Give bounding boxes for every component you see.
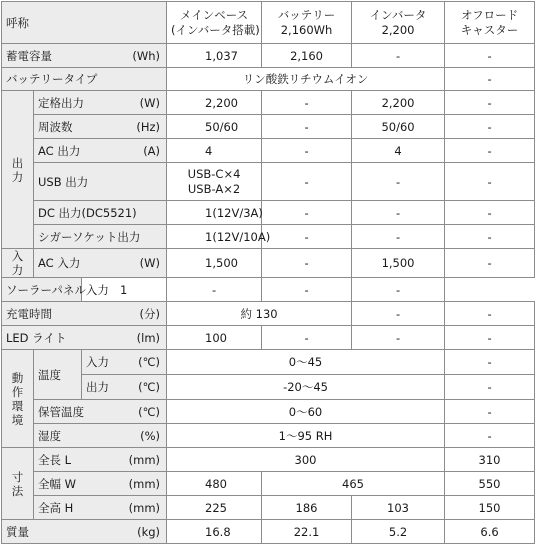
cell-value: - [352,44,445,68]
table-row [2,496,535,520]
row-label-capacity: 蓄電容量 (Wh) [2,44,167,68]
cell-value: - [445,201,535,225]
cell-value: 300 [167,448,445,472]
cell-value: - [445,424,535,448]
table-row [2,68,535,91]
cell-value: 1,500 [167,249,262,278]
cell-value: - [445,163,535,201]
cell-value: 4 [167,139,262,163]
cell-value: - [445,326,535,350]
table-row [2,302,535,326]
cell-value: 1,500 [352,249,445,278]
table-row [2,249,535,278]
table-row [2,91,535,115]
cell-value: 0〜45 [167,350,445,375]
cell-value: - [445,44,535,68]
cell-value: -20〜45 [167,375,445,400]
row-label-usb-output: USB 出力 [34,163,167,201]
cell-value: 2,200 [167,91,262,115]
cell-value: - [445,302,535,326]
row-label-ac-output: AC 出力 (A) [34,139,167,163]
cell-value: 22.1 [262,520,352,544]
cell-value: - [262,163,352,201]
header-row [2,2,535,44]
table-row [2,139,535,163]
cell-value: 103 [352,496,445,520]
row-label-storage-temp: 保管温度 (℃) [34,400,167,424]
row-sublabel-temp-in: 入力 (℃) [82,350,167,375]
group-environment: 動 作 環 境 [2,350,34,448]
row-label-solar-input: ソーラーパネル入力 [2,278,82,302]
table-row [2,472,535,496]
row-label-rated-output: 定格出力 (W) [34,91,167,115]
cell-value: 465 [262,472,445,496]
cell-value: - [262,249,352,278]
table-row [2,375,535,400]
row-label-ac-input: AC 入力 (W) [34,249,167,278]
cell-value: 2,200 [352,91,445,115]
table-row [2,44,535,68]
cell-value-usb: USB-C×4 USB-A×2 [167,163,262,201]
cell-value: - [352,326,445,350]
cell-value: - [262,139,352,163]
row-label-charge-time: 充電時間 (分) [2,302,167,326]
table-row [2,448,535,472]
cell-value: - [262,278,352,302]
group-output: 出 力 [2,91,34,249]
cell-value: 1,037 [167,44,262,68]
cell-value: - [262,225,352,249]
cell-value: 550 [445,472,535,496]
cell-value: - [167,278,262,302]
cell-value: 310 [445,448,535,472]
row-label-temperature: 温度 [34,350,82,400]
header-battery: バッテリー 2,160Wh [262,2,352,44]
cell-value: - [262,115,352,139]
row-label-height: 全高 H (mm) [34,496,167,520]
table-row [2,278,535,302]
cell-value: 16.8 [167,520,262,544]
row-label-humidity: 湿度 (%) [34,424,167,448]
group-dimensions: 寸 法 [2,448,34,520]
row-sublabel-temp-out: 出力 (℃) [82,375,167,400]
cell-value: 5.2 [352,520,445,544]
header-caster: オフロード キャスター [445,2,535,44]
cell-value: - [445,375,535,400]
table-row [2,520,535,544]
cell-value: - [352,225,445,249]
cell-value: 100 [167,326,262,350]
row-label-frequency: 周波数 (Hz) [34,115,167,139]
cell-value: - [445,115,535,139]
cell-value: - [445,249,535,278]
row-label-battery-type: バッテリータイプ [2,68,167,91]
spec-table [1,1,535,544]
cell-value: 0〜60 [167,400,445,424]
cell-value: 225 [167,496,262,520]
table-row [2,424,535,448]
table-row [2,350,535,375]
group-input: 入 力 [2,249,34,278]
row-label-length: 全長 L (mm) [34,448,167,472]
row-label-led: LED ライト (lm) [2,326,167,350]
table-row [2,326,535,350]
cell-value: - [262,91,352,115]
table-row [2,201,535,225]
cell-value: 186 [262,496,352,520]
table-row [2,225,535,249]
cell-value: 4 [352,139,445,163]
cell-value: - [445,91,535,115]
cell-value: - [445,225,535,249]
cell-value: - [262,201,352,225]
cell-value: 約 130 [167,302,352,326]
cell-value: - [352,163,445,201]
row-label-width: 全幅 W (mm) [34,472,167,496]
cell-value: 480 [167,472,262,496]
cell-value: - [445,68,535,91]
cell-value: リン酸鉄リチウムイオン [167,68,445,91]
header-main-base: メインベース (インバータ搭載) [167,2,262,44]
table-row [2,163,535,201]
cell-value: 1(12V/3A) [167,201,262,225]
cell-value: - [352,278,445,302]
row-label-dc-output: DC 出力(DC5521) [34,201,167,225]
cell-value: - [445,400,535,424]
cell-value: - [262,326,352,350]
header-label: 呼称 [2,2,167,44]
cell-value: - [445,139,535,163]
cell-value: - [445,350,535,375]
cell-value: 50/60 [352,115,445,139]
table-row [2,400,535,424]
table-row [2,115,535,139]
cell-value: 1〜95 RH [167,424,445,448]
cell-value: 1(12V/10A) [167,225,262,249]
cell-value: 50/60 [167,115,262,139]
header-inverter: インバータ 2,200 [352,2,445,44]
cell-value: - [352,302,445,326]
cell-value: 6.6 [445,520,535,544]
cell-value: 2,160 [262,44,352,68]
row-label-cigar-output: シガーソケット出力 [34,225,167,249]
cell-value: 150 [445,496,535,520]
cell-value: - [352,201,445,225]
cell-value: 1 [82,278,167,302]
row-label-weight: 質量 (kg) [2,520,167,544]
